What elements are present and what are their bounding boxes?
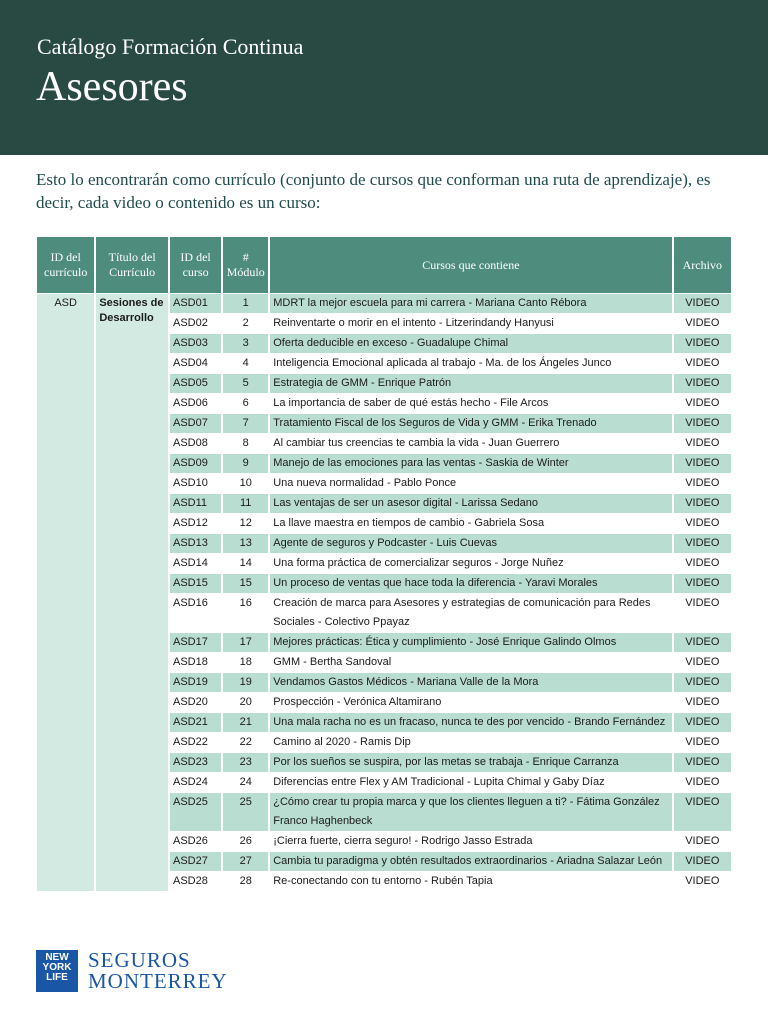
course-id-cell: ASD11	[170, 494, 221, 513]
logo-line-1: SEGUROS	[88, 948, 191, 972]
course-title-cell: Diferencias entre Flex y AM Tradicional - Lupita Chimal y Gaby Díaz	[270, 773, 671, 792]
archivo-cell: VIDEO	[674, 633, 731, 652]
archivo-cell: VIDEO	[674, 414, 731, 433]
course-id-cell: ASD15	[170, 574, 221, 593]
course-id-cell: ASD06	[170, 394, 221, 413]
archivo-cell: VIDEO	[674, 314, 731, 333]
module-number-cell: 12	[223, 514, 268, 533]
course-title-cell: Mejores prácticas: Ética y cumplimiento - José Enrique Galindo Olmos	[270, 633, 671, 652]
archivo-cell: VIDEO	[674, 454, 731, 473]
new-york-life-logo-icon: NEW YORK LIFE	[36, 950, 78, 992]
course-title-cell: Estrategia de GMM - Enrique Patrón	[270, 374, 671, 393]
module-number-cell: 24	[223, 773, 268, 792]
course-id-cell: ASD19	[170, 673, 221, 692]
page-subtitle: Catálogo Formación Continua	[37, 34, 304, 59]
module-number-cell: 5	[223, 374, 268, 393]
course-id-cell: ASD16	[170, 594, 221, 632]
module-number-cell: 27	[223, 852, 268, 871]
module-number-cell: 22	[223, 733, 268, 752]
course-id-cell: ASD03	[170, 334, 221, 353]
module-number-cell: 20	[223, 693, 268, 712]
archivo-cell: VIDEO	[674, 733, 731, 752]
course-id-cell: ASD12	[170, 514, 221, 533]
archivo-cell: VIDEO	[674, 713, 731, 732]
archivo-cell: VIDEO	[674, 294, 731, 313]
module-number-cell: 16	[223, 594, 268, 632]
intro-text: Esto lo encontrarán como currículo (conjunto de cursos que conforman una ruta de aprendizaje), es decir, cada video o contenido es un curso:	[36, 170, 711, 212]
archivo-cell: VIDEO	[674, 374, 731, 393]
course-title-cell: Por los sueños se suspira, por las metas se trabaja - Enrique Carranza	[270, 753, 671, 772]
module-number-cell: 2	[223, 314, 268, 333]
course-title-cell: ¿Cómo crear tu propia marca y que los clientes lleguen a ti? - Fátima González Franco Haghenbeck	[270, 793, 671, 831]
module-number-cell: 6	[223, 394, 268, 413]
module-number-cell: 8	[223, 434, 268, 453]
module-number-cell: 7	[223, 414, 268, 433]
course-id-cell: ASD20	[170, 693, 221, 712]
course-id-cell: ASD08	[170, 434, 221, 453]
page-title: Asesores	[36, 64, 188, 110]
module-number-cell: 19	[223, 673, 268, 692]
archivo-cell: VIDEO	[674, 354, 731, 373]
archivo-cell: VIDEO	[674, 334, 731, 353]
course-id-cell: ASD28	[170, 872, 221, 891]
archivo-cell: VIDEO	[674, 474, 731, 493]
archivo-cell: VIDEO	[674, 514, 731, 533]
course-id-cell: ASD25	[170, 793, 221, 831]
header-archivo: Archivo	[674, 237, 731, 293]
course-id-cell: ASD27	[170, 852, 221, 871]
course-title-cell: Una nueva normalidad - Pablo Ponce	[270, 474, 671, 493]
course-id-cell: ASD02	[170, 314, 221, 333]
course-id-cell: ASD14	[170, 554, 221, 573]
module-number-cell: 13	[223, 534, 268, 553]
module-number-cell: 4	[223, 354, 268, 373]
course-title-cell: Reinventarte o morir en el intento - Litzerindandy Hanyusi	[270, 314, 671, 333]
archivo-cell: VIDEO	[674, 394, 731, 413]
course-id-cell: ASD22	[170, 733, 221, 752]
module-number-cell: 21	[223, 713, 268, 732]
archivo-cell: VIDEO	[674, 554, 731, 573]
course-title-cell: Creación de marca para Asesores y estrategias de comunicación para Redes Sociales - Colectivo Ppayaz	[270, 594, 671, 632]
course-id-cell: ASD04	[170, 354, 221, 373]
course-id-cell: ASD26	[170, 832, 221, 851]
course-title-cell: Re-conectando con tu entorno - Rubén Tapia	[270, 872, 671, 891]
archivo-cell: VIDEO	[674, 434, 731, 453]
course-id-cell: ASD09	[170, 454, 221, 473]
archivo-cell: VIDEO	[674, 793, 731, 831]
course-id-cell: ASD21	[170, 713, 221, 732]
course-title-cell: Tratamiento Fiscal de los Seguros de Vida y GMM - Erika Trenado	[270, 414, 671, 433]
course-id-cell: ASD18	[170, 653, 221, 672]
archivo-cell: VIDEO	[674, 673, 731, 692]
archivo-cell: VIDEO	[674, 594, 731, 632]
course-id-cell: ASD07	[170, 414, 221, 433]
archivo-cell: VIDEO	[674, 773, 731, 792]
course-title-cell: Inteligencia Emocional aplicada al trabajo - Ma. de los Ángeles Junco	[270, 354, 671, 373]
module-number-cell: 10	[223, 474, 268, 493]
archivo-cell: VIDEO	[674, 693, 731, 712]
module-number-cell: 25	[223, 793, 268, 831]
archivo-cell: VIDEO	[674, 574, 731, 593]
course-title-cell: Una mala racha no es un fracaso, nunca te des por vencido - Brando Fernández	[270, 713, 671, 732]
module-number-cell: 11	[223, 494, 268, 513]
header-course-id: ID del curso	[170, 237, 221, 293]
course-title-cell: Camino al 2020 - Ramis Dip	[270, 733, 671, 752]
course-title-cell: La importancia de saber de qué estás hecho - File Arcos	[270, 394, 671, 413]
module-number-cell: 3	[223, 334, 268, 353]
course-id-cell: ASD10	[170, 474, 221, 493]
table-row	[37, 294, 731, 313]
table-header-row	[37, 237, 731, 293]
module-number-cell: 17	[223, 633, 268, 652]
header-banner	[0, 0, 768, 155]
course-id-cell: ASD01	[170, 294, 221, 313]
course-title-cell: GMM - Bertha Sandoval	[270, 653, 671, 672]
course-title-cell: Las ventajas de ser un asesor digital - Larissa Sedano	[270, 494, 671, 513]
archivo-cell: VIDEO	[674, 494, 731, 513]
course-title-cell: Prospección - Verónica Altamirano	[270, 693, 671, 712]
course-id-cell: ASD17	[170, 633, 221, 652]
archivo-cell: VIDEO	[674, 832, 731, 851]
course-title-cell: La llave maestra en tiempos de cambio - Gabriela Sosa	[270, 514, 671, 533]
course-title-cell: Agente de seguros y Podcaster - Luis Cuevas	[270, 534, 671, 553]
header-module-number: # Módulo	[223, 237, 268, 293]
module-number-cell: 9	[223, 454, 268, 473]
curriculum-id-cell: ASD	[37, 294, 94, 891]
module-number-cell: 26	[223, 832, 268, 851]
curriculum-title-cell: Sesiones de Desarrollo	[96, 294, 168, 891]
module-number-cell: 18	[223, 653, 268, 672]
header-courses: Cursos que contiene	[270, 237, 671, 293]
module-number-cell: 1	[223, 294, 268, 313]
course-id-cell: ASD13	[170, 534, 221, 553]
course-title-cell: Oferta deducible en exceso - Guadalupe Chimal	[270, 334, 671, 353]
module-number-cell: 14	[223, 554, 268, 573]
course-title-cell: ¡Cierra fuerte, cierra seguro! - Rodrigo Jasso Estrada	[270, 832, 671, 851]
archivo-cell: VIDEO	[674, 753, 731, 772]
course-title-cell: MDRT la mejor escuela para mi carrera - Mariana Canto Rébora	[270, 294, 671, 313]
course-title-cell: Vendamos Gastos Médicos - Mariana Valle de la Mora	[270, 673, 671, 692]
course-title-cell: Una forma práctica de comercializar seguros - Jorge Nuñez	[270, 554, 671, 573]
course-title-cell: Al cambiar tus creencias te cambia la vida - Juan Guerrero	[270, 434, 671, 453]
module-number-cell: 15	[223, 574, 268, 593]
course-id-cell: ASD23	[170, 753, 221, 772]
module-number-cell: 23	[223, 753, 268, 772]
logo-line-2: MONTERREY	[88, 969, 228, 993]
course-id-cell: ASD24	[170, 773, 221, 792]
archivo-cell: VIDEO	[674, 534, 731, 553]
header-curriculum-id: ID del currículo	[37, 237, 94, 293]
archivo-cell: VIDEO	[674, 872, 731, 891]
module-number-cell: 28	[223, 872, 268, 891]
course-title-cell: Manejo de las emociones para las ventas - Saskia de Winter	[270, 454, 671, 473]
archivo-cell: VIDEO	[674, 852, 731, 871]
header-curriculum-title: Título del Currículo	[96, 237, 168, 293]
course-id-cell: ASD05	[170, 374, 221, 393]
archivo-cell: VIDEO	[674, 653, 731, 672]
course-title-cell: Cambia tu paradigma y obtén resultados extraordinarios - Ariadna Salazar León	[270, 852, 671, 871]
curriculum-table	[35, 236, 733, 892]
course-title-cell: Un proceso de ventas que hace toda la diferencia - Yaravi Morales	[270, 574, 671, 593]
